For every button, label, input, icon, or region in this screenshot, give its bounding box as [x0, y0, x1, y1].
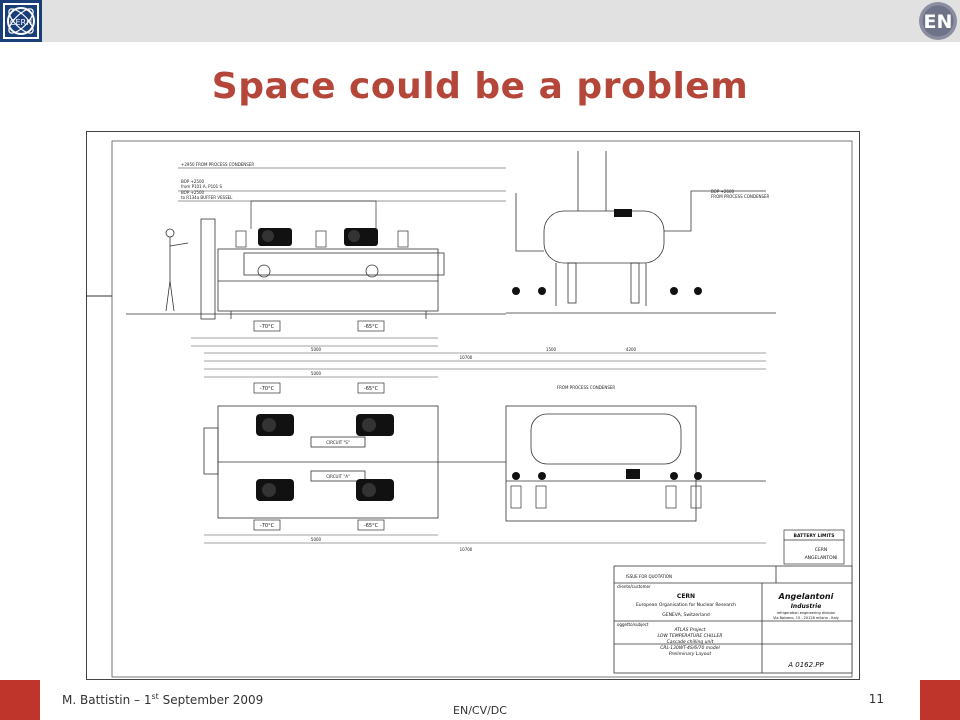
- dim-10700-top: 10700: [459, 355, 473, 360]
- title-block-subject-label: oggetto/subject: [617, 622, 649, 627]
- title-block-client-label: cliente/customer: [617, 584, 651, 589]
- company-address: Via Bolzano, 15 - 20126 milano - Italy: [773, 616, 839, 620]
- project-line-1: ATLAS Project: [674, 628, 706, 633]
- en-logo-icon: [918, 1, 958, 41]
- project-line-3: Cascade chilling unit: [666, 640, 714, 645]
- temp-label-b1: -65°C: [363, 324, 379, 330]
- note-condenser: +2950 FROM PROCESS CONDENSER: [181, 162, 255, 167]
- dim-4200-top: 4200: [625, 347, 637, 352]
- company-brand: Angelantoni: [778, 592, 834, 601]
- company-tagline: refrigeration engineering division: [776, 611, 836, 615]
- footer-author-sup: st: [151, 692, 159, 701]
- dim-5000-bot: 5000: [310, 537, 322, 542]
- dim-5000-mid: 5000: [310, 371, 322, 376]
- title-block-client-org: European Organisation for Nuclear Research: [635, 603, 737, 608]
- temp-label-a2: -70°C: [259, 386, 275, 392]
- battery-angelantoni: ANGELANTONI: [804, 556, 838, 561]
- dim-10700-bot: 10700: [459, 547, 473, 552]
- project-line-4: CRL-130WT-4S/6/70 model: [660, 646, 720, 651]
- project-line-5: Preliminary Layout: [668, 652, 712, 657]
- top-banner: [0, 0, 960, 42]
- title-block-client-name: CERN: [676, 593, 696, 600]
- slide-title: Space could be a problem: [211, 66, 749, 107]
- circuit-s-label: CIRCUIT "S": [326, 440, 350, 445]
- en-logo-text: EN: [923, 11, 953, 33]
- cern-logo-text: CERN: [9, 18, 33, 27]
- circuit-a-label: CIRCUIT "A": [326, 474, 350, 479]
- note-bop-4: to R134a BUFFER VESSEL: [181, 195, 233, 200]
- note-bop-right-2: FROM PROCESS CONDENSER: [711, 194, 770, 199]
- technical-drawing: [86, 131, 860, 680]
- note-bop-3: BOP +2500: [181, 190, 205, 195]
- title-block-client-city: GENEVA, Switzerland: [662, 613, 710, 618]
- page-number: 11: [868, 692, 884, 706]
- temp-label-b2: -65°C: [363, 386, 379, 392]
- drawing-number: A 0162.PP: [788, 661, 824, 669]
- from-process-label: FROM PROCESS CONDENSER: [556, 385, 616, 390]
- dim-5000-top: 5000: [310, 347, 322, 352]
- note-bop-1: BOP +2500: [181, 179, 205, 184]
- temp-label-b3: -65°C: [363, 523, 379, 529]
- temp-label-a3: -70°C: [259, 523, 275, 529]
- cern-logo-icon: [0, 0, 42, 42]
- project-line-2: LOW TEMPERATURE CHILLER: [657, 634, 723, 639]
- battery-cern: CERN: [814, 548, 828, 553]
- title-block-issue: ISSUE FOR QUOTATION: [626, 574, 673, 579]
- note-bop-right-1: BOP +2600: [711, 189, 735, 194]
- footer-author-name: M. Battistin – 1: [62, 693, 152, 707]
- note-bop-2: from P101 A, P101 S: [181, 184, 223, 189]
- dim-1500-top: 1500: [545, 347, 557, 352]
- footer-author-date: September 2009: [158, 693, 264, 707]
- footer-department: EN/CV/DC: [453, 704, 507, 717]
- company-brand-2: Industrie: [790, 603, 822, 610]
- temp-label-a1: -70°C: [259, 324, 275, 330]
- battery-limits-title: BATTERY LIMITS: [793, 534, 835, 539]
